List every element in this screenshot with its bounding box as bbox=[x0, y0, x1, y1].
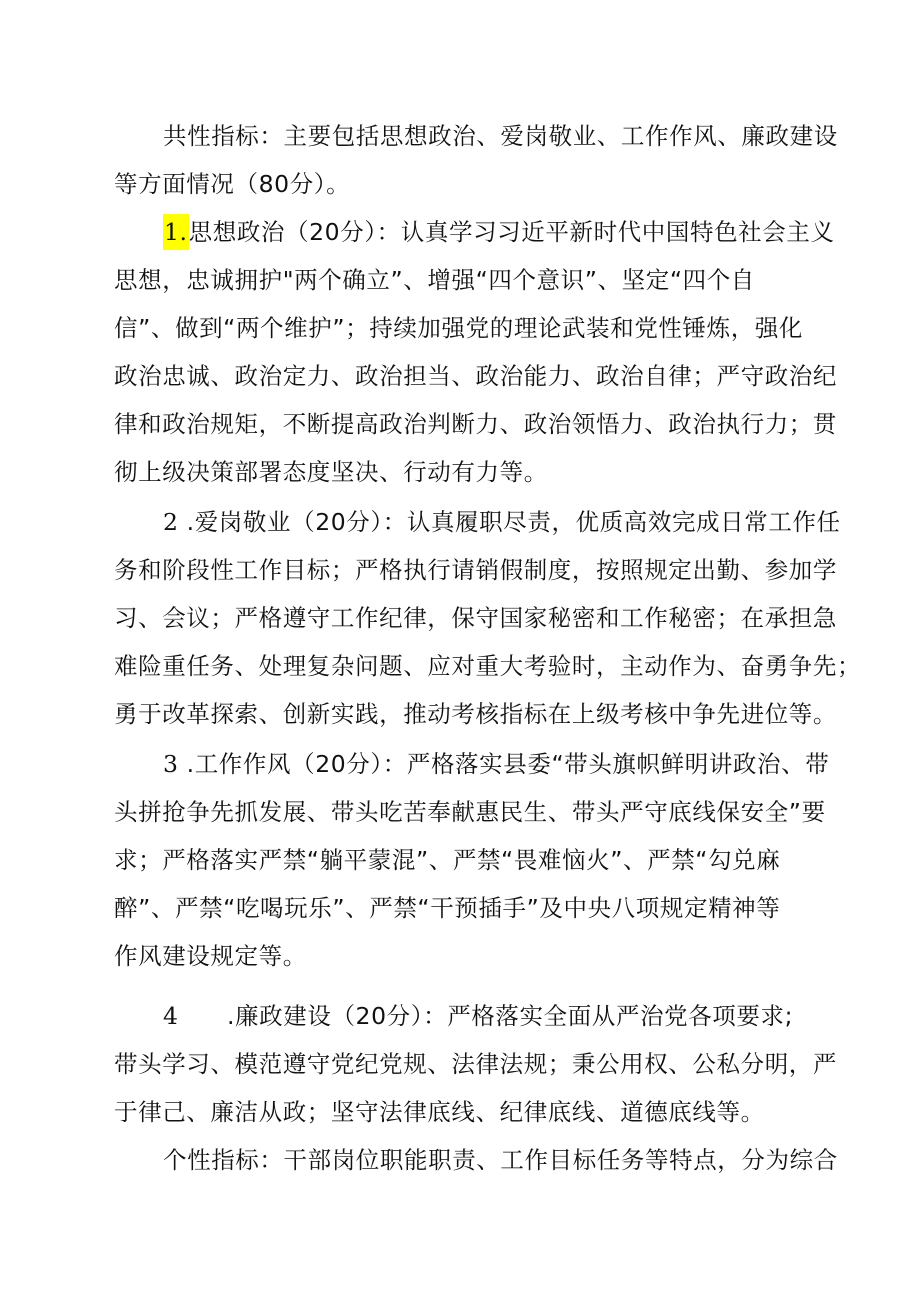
item-1-number-highlight: 1. bbox=[163, 214, 189, 250]
item-3-number: 3 bbox=[163, 750, 179, 778]
item-1-line-5: 律和政治规矩，不断提高政治判断力、政治领悟力、政治执行力；贯 bbox=[114, 410, 837, 438]
item-3-line-4: 醉”、严禁“吃喝玩乐”、严禁“干预插手”及中央八项规定精神等 bbox=[114, 894, 781, 922]
item-1-line-4: 政治忠诚、政治定力、政治担当、政治能力、政治自律；严守政治纪 bbox=[114, 362, 837, 390]
item-2-line-4: 难险重任务、处理复杂问题、应对重大考验时，主动作为、奋勇争先； bbox=[114, 652, 862, 680]
item-3-line-1-text: .工作作风（20分）：严格落实县委“带头旗帜鲜明讲政治、带 bbox=[178, 750, 830, 778]
common-indicators-line-2: 等方面情况（80分）。 bbox=[114, 170, 351, 198]
item-3-line-2: 头拼抢争先抓发展、带头吃苦奉献惠民生、带头严守底线保安全”要 bbox=[114, 798, 826, 826]
item-1-line-3: 信”、做到“两个维护”；持续加强党的理论武装和党性锤炼，强化 bbox=[114, 314, 804, 342]
item-4-line-1 bbox=[163, 998, 793, 1034]
item-1-line-6: 彻上级决策部署态度坚决、行动有力等。 bbox=[114, 458, 548, 486]
item-4-number: 4 bbox=[163, 1002, 179, 1030]
item-4-line-1-text: .廉政建设（20分）：严格落实全面从严治党各项要求; bbox=[178, 1002, 794, 1030]
item-3-line-5: 作风建设规定等。 bbox=[114, 942, 307, 970]
common-indicators-line-1: 共性指标：主要包括思想政治、爱岗敬业、工作作风、廉政建设 bbox=[163, 122, 838, 150]
item-1-line-1 bbox=[163, 214, 835, 250]
item-1-line-2: 思想，忠诚拥护"两个确立”、增强“四个意识”、坚定“四个自 bbox=[114, 266, 755, 294]
item-2-line-5: 勇于改革探索、创新实践，推动考核指标在上级考核中争先进位等。 bbox=[114, 700, 837, 728]
item-2-line-2: 务和阶段性工作目标；严格执行请销假制度，按照规定出勤、参加学 bbox=[114, 556, 837, 584]
item-2-line-3: 习、会议；严格遵守工作纪律，保守国家秘密和工作秘密；在承担急 bbox=[114, 604, 837, 632]
item-1-line-1-text: 思想政治（20分）：认真学习习近平新时代中国特色社会主义 bbox=[188, 218, 835, 246]
item-3-line-1 bbox=[163, 746, 829, 782]
item-2-line-1 bbox=[163, 504, 841, 540]
item-2-number: 2 bbox=[163, 508, 179, 536]
individual-indicators-line-1: 个性指标：干部岗位职能职责、工作目标任务等特点，分为综合 bbox=[163, 1146, 838, 1174]
item-4-line-2: 带头学习、模范遵守党纪党规、法律法规；秉公用权、公私分明，严 bbox=[114, 1050, 837, 1078]
item-4-line-3: 于律己、廉洁从政；坚守法律底线、纪律底线、道德底线等。 bbox=[114, 1098, 765, 1126]
item-2-line-1-text: .爱岗敬业（20分）：认真履职尽责，优质高效完成日常工作任 bbox=[178, 508, 841, 536]
item-3-line-3: 求；严格落实严禁“躺平蒙混”、严禁“畏难恼火”、严禁“勾兑麻 bbox=[114, 846, 781, 874]
